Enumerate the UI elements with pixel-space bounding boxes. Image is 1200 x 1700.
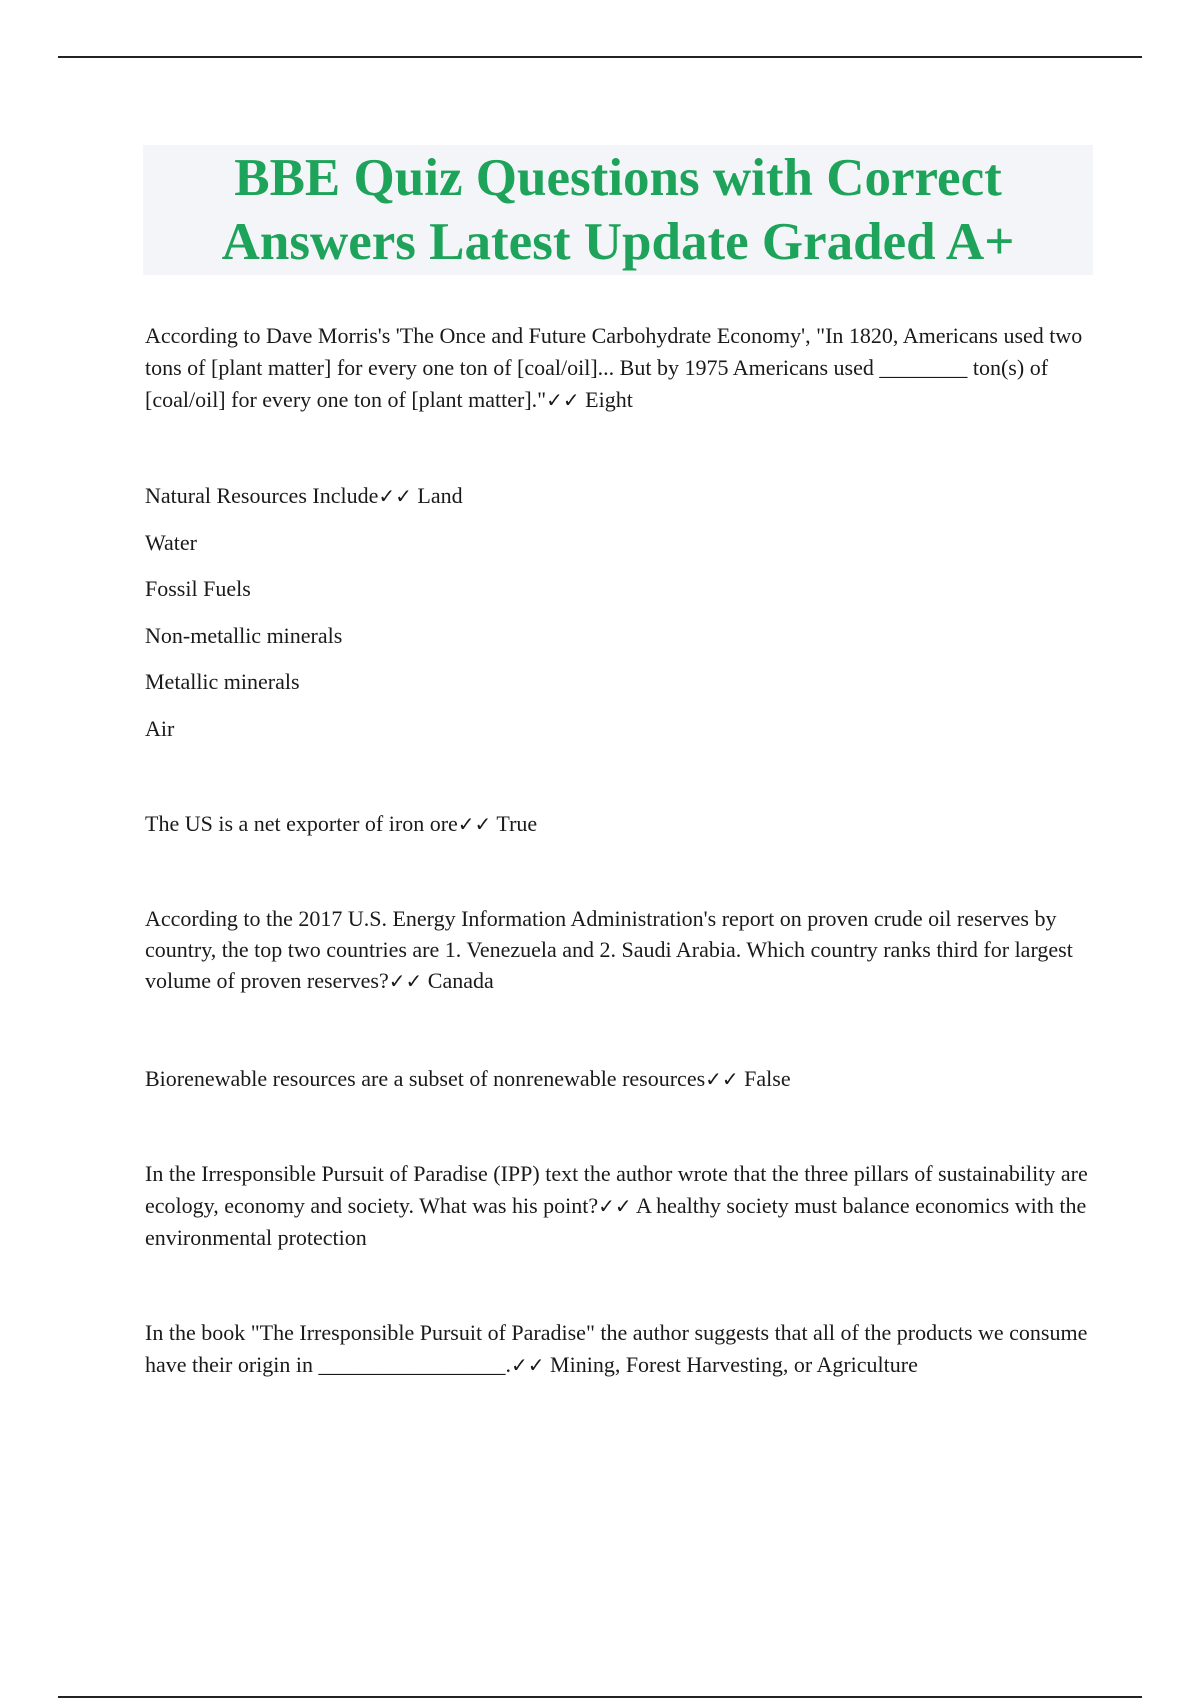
check-mark-icon: ✓✓: [546, 388, 580, 412]
question-text: In the book "The Irresponsible Pursuit of Paradise" the author suggests that all of the products we consume have their origin in _________________.: [145, 1320, 1088, 1377]
qa-item: [145, 1158, 1090, 1254]
answer-text: False: [744, 1066, 791, 1091]
qa-item: [145, 1063, 1090, 1095]
question-text: According to the 2017 U.S. Energy Information Administration's report on proven crude oil reserves by country, the top two countries are 1. Venezuela and 2. Saudi Arabia. Which country ranks third for largest volume of proven reserves?: [145, 906, 1073, 993]
check-mark-icon: ✓✓: [457, 812, 492, 836]
question-text: Biorenewable resources are a subset of nonrenewable resources: [145, 1066, 706, 1091]
list-item: Fossil Fuels: [145, 576, 251, 601]
bottom-rule: [58, 1696, 1142, 1698]
answer-text: True: [496, 811, 538, 836]
qa-item: [145, 480, 1090, 512]
answer-text: A healthy society must balance economics with the environmental protection: [145, 1193, 1087, 1250]
question-text: Natural Resources Include: [145, 483, 379, 508]
question-text: In the Irresponsible Pursuit of Paradise (IPP) text the author wrote that the three pillars of sustainability are ecology, economy and society. What was his point?: [145, 1161, 1088, 1218]
list-item: Non-metallic minerals: [145, 623, 343, 648]
qa-item: [145, 903, 1090, 997]
list-item: Metallic minerals: [145, 669, 300, 694]
check-mark-icon: ✓✓: [598, 1194, 632, 1218]
answer-text: Mining, Forest Harvesting, or Agriculture: [550, 1352, 918, 1377]
qa-item: [145, 320, 1090, 416]
document-title: BBE Quiz Questions with Correct Answers Latest Update Graded A+: [221, 149, 1015, 271]
check-mark-icon: ✓✓: [511, 1353, 545, 1377]
answer-text: Land: [417, 483, 463, 508]
question-text: According to Dave Morris's 'The Once and Future Carbohydrate Economy', "In 1820, Americans used two tons of [plant matter] for every one ton of [coal/oil]... But by 1975 Americans used ________ ton(s) of [coal/oil] for every one ton of [plant matter].": [145, 323, 1083, 412]
answer-text: Eight: [585, 387, 633, 412]
list-item: Air: [145, 716, 175, 741]
qa-item: [145, 808, 1090, 840]
title-banner: [143, 145, 1093, 275]
check-mark-icon: ✓✓: [705, 1067, 739, 1091]
check-mark-icon: ✓✓: [378, 484, 412, 508]
qa-item: [145, 1317, 1090, 1381]
question-text: The US is a net exporter of iron ore: [145, 811, 458, 836]
top-rule: [58, 56, 1142, 58]
check-mark-icon: ✓✓: [388, 969, 423, 993]
answer-text: Canada: [427, 968, 494, 993]
list-item: Water: [145, 530, 197, 555]
